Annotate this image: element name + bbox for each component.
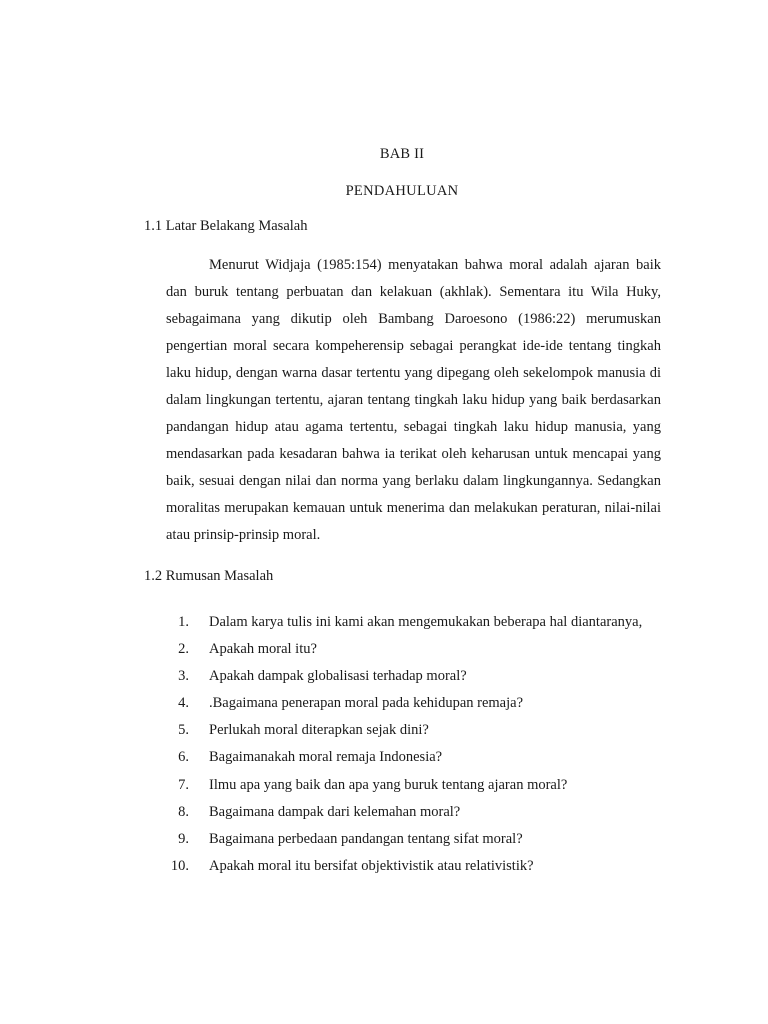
- list-item-text: Bagaimanakah moral remaja Indonesia?: [209, 749, 443, 766]
- problem-list: [0, 612, 768, 883]
- list-item: [0, 612, 768, 639]
- list-item-number: 10.: [170, 857, 189, 874]
- chapter-number: BAB II: [379, 146, 425, 162]
- list-item-number: 7.: [178, 776, 189, 793]
- list-item-number: 3.: [178, 668, 189, 685]
- list-item-number: 8.: [178, 803, 189, 820]
- list-item-text: Ilmu apa yang baik dan apa yang buruk tentang ajaran moral?: [209, 776, 568, 793]
- list-item-text: Apakah moral itu bersifat objektivistik atau relativistik?: [209, 857, 534, 874]
- list-item-text: .Bagaimana penerapan moral pada kehidupan remaja?: [209, 695, 524, 712]
- list-item: [0, 775, 768, 802]
- chapter-title: PENDAHULUAN: [345, 183, 459, 199]
- list-item-number: 1.: [178, 614, 189, 630]
- list-item: [0, 829, 768, 856]
- list-item: [0, 639, 768, 666]
- section-paragraph-background: Menurut Widjaja (1985:154) menyatakan bahwa moral adalah ajaran baik dan buruk tentang perbuatan dan kelakuan (akhlak). Sementara itu Wila Huky, sebagaimana yang dikutip oleh Bambang Daroesono (1986:22) merumuskan pengertian moral secara kompeherensip sebagai perangkat ide-ide tentang tingkah laku hidup, dengan warna dasar tertentu yang dipegang oleh sekelompok manusia di dalam lingkungan tertentu, ajaran tentang tingkah laku hidup yang baik berdasarkan pandangan hidup atau agama tertentu, sebagai tingkah laku hidup manusia, yang mendasarkan pada kesadaran bahwa ia terikat oleh keharusan untuk mencapai yang baik, sesuai dengan nilai dan norma yang berlaku dalam lingkungannya. Sedangkan moralitas merupakan kemauan untuk menerima dan melakukan peraturan, nilai-nilai atau prinsip-prinsip moral.: [166, 257, 661, 543]
- list-item-text: Apakah moral itu?: [209, 641, 317, 658]
- list-item: [0, 802, 768, 829]
- list-item-text: Bagaimana dampak dari kelemahan moral?: [209, 803, 461, 820]
- list-item: [0, 747, 768, 774]
- list-item-text: Perlukah moral diterapkan sejak dini?: [209, 722, 429, 739]
- list-item-number: 9.: [178, 830, 189, 847]
- list-item-number: 6.: [178, 749, 189, 766]
- list-item: [0, 856, 768, 883]
- section-heading-background: 1.1 Latar Belakang Masalah: [144, 218, 308, 234]
- section-heading-problem-statement: 1.2 Rumusan Masalah: [144, 568, 274, 584]
- list-item-text: Bagaimana perbedaan pandangan tentang sifat moral?: [209, 830, 523, 847]
- list-item: [0, 720, 768, 747]
- list-item-text: Apakah dampak globalisasi terhadap moral?: [209, 668, 467, 685]
- list-item-number: 2.: [178, 641, 189, 658]
- list-item-text: Dalam karya tulis ini kami akan mengemukakan beberapa hal diantaranya,: [209, 614, 643, 630]
- list-item-number: 5.: [178, 722, 189, 739]
- list-item: [0, 693, 768, 720]
- list-item: [0, 666, 768, 693]
- list-item-number: 4.: [178, 695, 189, 712]
